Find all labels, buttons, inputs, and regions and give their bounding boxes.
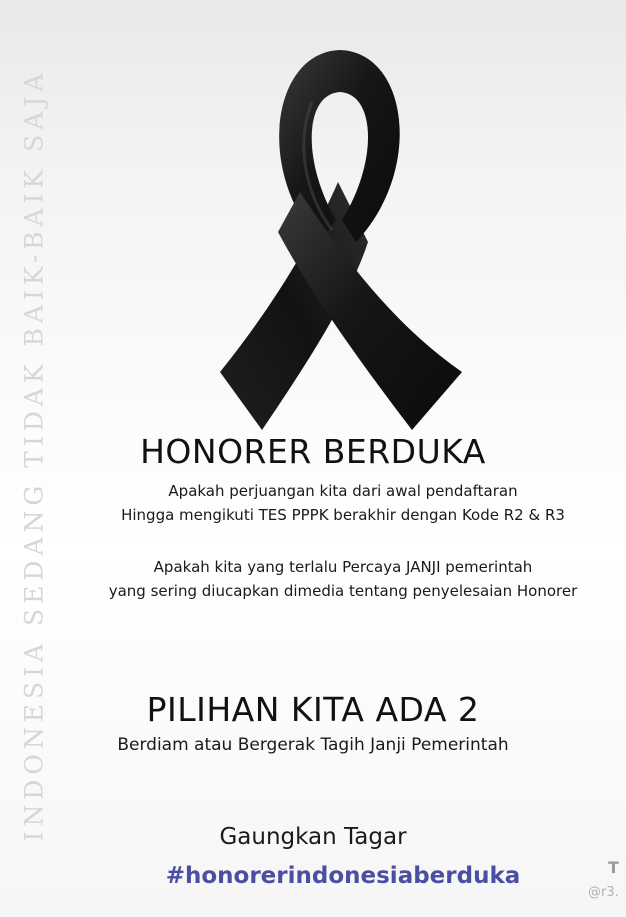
call-to-action: Gaungkan Tagar <box>219 824 407 850</box>
corner-overlay-handle: @r3. <box>588 885 619 900</box>
black-ribbon-icon <box>200 42 476 430</box>
corner-overlay-letter: T <box>608 858 619 877</box>
choice-heading: PILIHAN KITA ADA 2 <box>146 690 480 729</box>
hashtag-link[interactable]: #honorerindonesiaberduka <box>165 863 521 889</box>
choice-subtext: Berdiam atau Bergerak Tagih Janji Pemerintah <box>117 735 509 755</box>
paragraph-1-line-1: Apakah perjuangan kita dari awal pendaftaran <box>168 482 518 500</box>
message-paragraph-1 <box>60 479 626 527</box>
message-paragraph-2 <box>60 555 626 603</box>
paragraph-2-line-1: Apakah kita yang terlalu Percaya JANJI pemerintah <box>153 558 533 576</box>
side-vertical-slogan: INDONESIA SEDANG TIDAK BAIK-BAIK SAJA <box>19 68 49 842</box>
main-title: HONORER BERDUKA <box>140 432 486 471</box>
paragraph-2-line-2: yang sering diucapkan dimedia tentang penyelesaian Honorer <box>108 582 578 600</box>
paragraph-1-line-2: Hingga mengikuti TES PPPK berakhir dengan Kode R2 & R3 <box>121 506 565 524</box>
